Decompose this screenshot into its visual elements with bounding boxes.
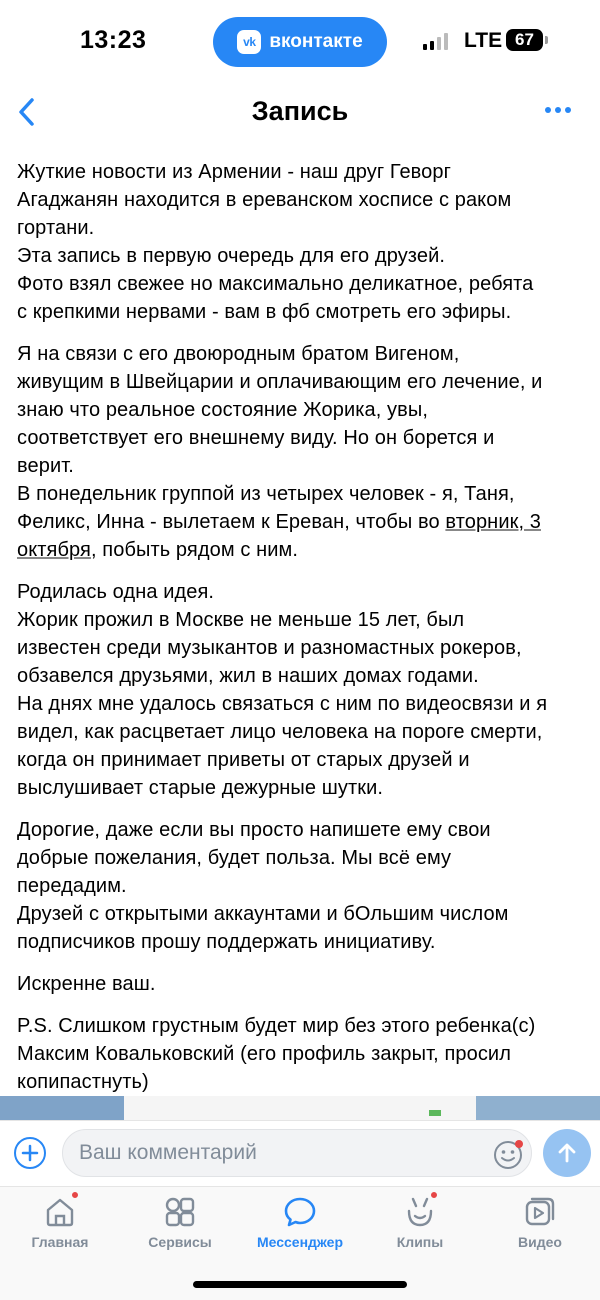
post-image[interactable] <box>124 1096 476 1120</box>
post-paragraph <box>17 1012 587 1096</box>
post-line: обзавелся друзьями, жил в наших домах годами. <box>17 665 479 687</box>
post-line: Агаджанян находится в ереванском хосписе с раком <box>17 189 512 211</box>
page-title: Запись <box>251 96 349 126</box>
post-line: Друзей с открытыми аккаунтами и бОльшим числом <box>17 903 509 925</box>
post-line: когда он принимает приветы от старых друзей и <box>17 749 470 771</box>
post-text-fragment: , побыть рядом с ним. <box>90 539 299 561</box>
post-line: живущим в Швейцарии и оплачивающим его лечение, и <box>17 371 543 393</box>
tab-label: Сервисы <box>148 1234 212 1250</box>
post-line: добрые пожелания, будет польза. Мы всё ему <box>17 847 452 869</box>
post-line: верит. <box>17 455 74 477</box>
date-link[interactable]: октября <box>17 539 91 561</box>
tab-bar <box>0 1186 600 1300</box>
post-line: Фото взял свежее но максимально деликатное, ребята <box>17 273 534 295</box>
tab-clips[interactable] <box>360 1195 480 1259</box>
post-paragraph <box>17 970 587 998</box>
more-dot-icon <box>545 107 551 113</box>
services-icon <box>163 1195 197 1229</box>
plus-icon <box>21 1144 39 1162</box>
post-line <box>17 508 587 536</box>
post-line: Эта запись в первую очередь для его друзей. <box>17 245 445 267</box>
post-line <box>17 536 587 564</box>
post-paragraph <box>17 158 587 326</box>
status-time: 13:23 <box>80 26 147 54</box>
emoji-button[interactable] <box>493 1140 523 1170</box>
post-line: выслушивает старые дежурные шутки. <box>17 777 384 799</box>
more-dot-icon <box>555 107 561 113</box>
nav-header <box>0 84 600 140</box>
post-line: На днях мне удалось связаться с ним по видеосвязи и я <box>17 693 548 715</box>
home-icon <box>43 1195 77 1229</box>
post-line: В понедельник группой из четырех человек - я, Таня, <box>17 483 515 505</box>
app-pill-label: вконтакте <box>269 31 363 52</box>
tab-label: Видео <box>518 1234 562 1250</box>
battery-tip <box>545 36 548 44</box>
post-line: передадим. <box>17 875 127 897</box>
more-dot-icon <box>565 107 571 113</box>
more-options-button[interactable] <box>540 98 576 122</box>
post-image[interactable] <box>476 1096 600 1120</box>
cellular-signal-icon <box>423 33 448 50</box>
tab-services[interactable] <box>120 1195 240 1259</box>
tab-video[interactable] <box>480 1195 600 1259</box>
post-line: Максим Ковальковский (его профиль закрыт, просил <box>17 1043 511 1065</box>
post-line: Дорогие, даже если вы просто напишете ему свои <box>17 819 491 841</box>
home-indicator[interactable] <box>193 1281 407 1288</box>
tab-label: Главная <box>31 1234 89 1250</box>
clips-icon <box>403 1195 437 1229</box>
tab-home[interactable] <box>0 1195 120 1259</box>
post-line: Жорик прожил в Москве не меньше 15 лет, был <box>17 609 465 631</box>
add-attachment-button[interactable] <box>14 1137 46 1169</box>
return-to-app-pill[interactable] <box>213 17 387 67</box>
tab-label: Клипы <box>396 1234 444 1250</box>
post-line: Жуткие новости из Армении - наш друг Геворг <box>17 161 452 183</box>
tab-label: Мессенджер <box>256 1234 344 1250</box>
arrow-up-icon <box>556 1142 578 1164</box>
post-line: знаю что реальное состояние Жорика, увы, <box>17 399 429 421</box>
post-line: копипастнуть) <box>17 1071 149 1093</box>
date-link[interactable]: вторник, 3 <box>445 511 541 533</box>
network-type: LTE <box>464 29 503 52</box>
comment-input[interactable] <box>62 1129 532 1177</box>
smile-icon <box>493 1140 523 1170</box>
post-paragraph <box>17 340 587 564</box>
post-line: видел, как расцветает лицо человека на пороге смерти, <box>17 721 543 743</box>
post-line: соответствует его внешнему виду. Но он борется и <box>17 427 495 449</box>
post-line: Родилась одна идея. <box>17 581 215 603</box>
post-line: Искренне ваш. <box>17 973 156 995</box>
comment-bar <box>0 1120 600 1186</box>
post-line: P.S. Слишком грустным будет мир без этого ребенка(с) <box>17 1015 536 1037</box>
post-paragraph <box>17 816 587 956</box>
notification-badge <box>71 1191 79 1199</box>
video-icon <box>523 1195 557 1229</box>
post-line: с крепкими нервами - вам в фб смотреть его эфиры. <box>17 301 512 323</box>
notification-badge <box>430 1191 438 1199</box>
post-line: известен среди музыкантов и разномастных рокеров, <box>17 637 522 659</box>
post-image[interactable] <box>0 1096 124 1120</box>
post-text <box>17 158 587 1110</box>
send-button[interactable] <box>543 1129 591 1177</box>
post-line: Я на связи с его двоюродным братом Вигеном, <box>17 343 460 365</box>
post-paragraph <box>17 578 587 802</box>
vk-logo-icon: vk <box>237 30 261 54</box>
post-line: гортани. <box>17 217 95 239</box>
post-line: подписчиков прошу поддержать инициативу. <box>17 931 436 953</box>
tab-messenger[interactable] <box>240 1195 360 1259</box>
status-bar <box>0 0 600 84</box>
battery-icon: 67 <box>506 29 543 51</box>
messenger-icon <box>283 1195 317 1229</box>
post-text-fragment: Феликс, Инна - вылетаем к Ереван, чтобы во <box>17 511 446 533</box>
post-image-gallery[interactable] <box>0 1096 600 1120</box>
